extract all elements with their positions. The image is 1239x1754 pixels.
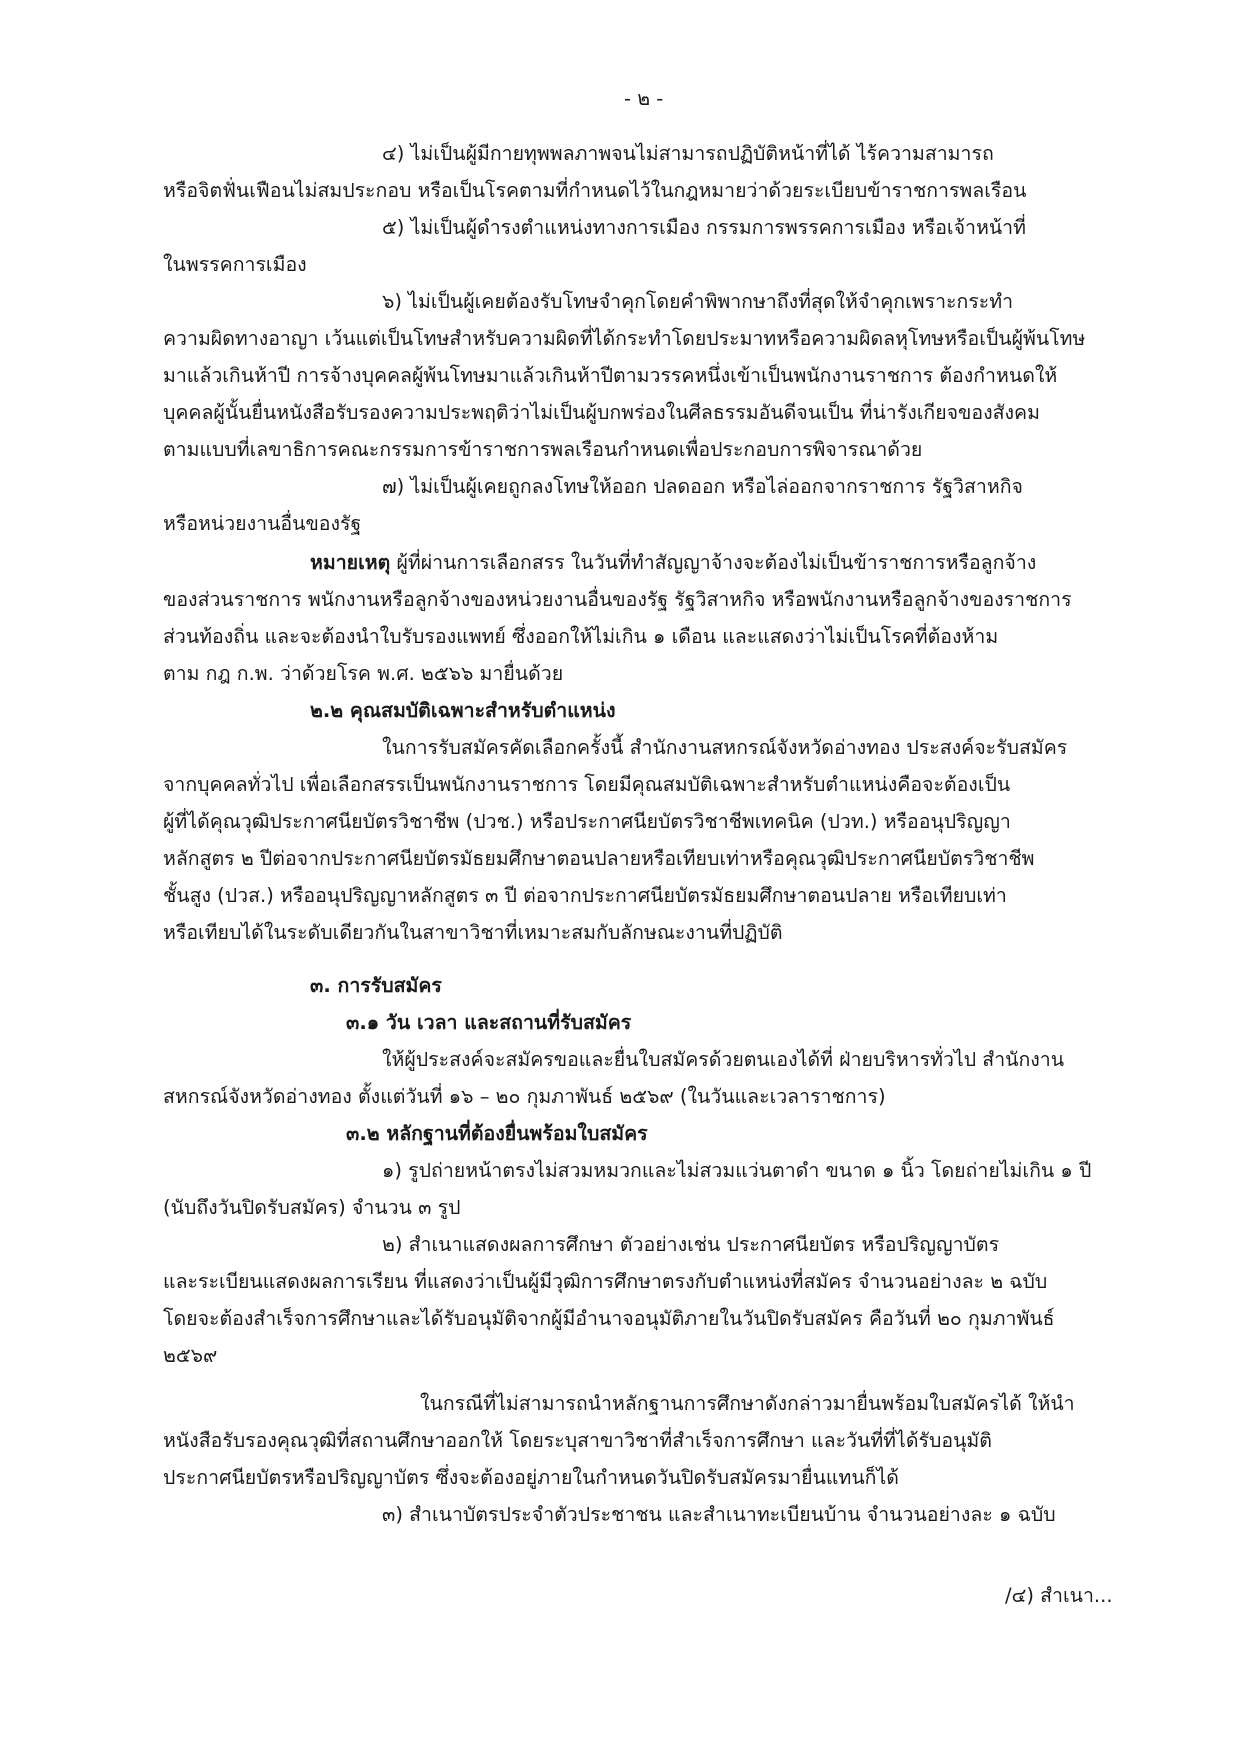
qualification-6-line-4: บุคคลผู้นั้นยื่นหนังสือรับรองความประพฤติว่าไม่เป็นผู้บกพร่องในศีลธรรมอันดีจนเป็น ที่น่ารังเกียจของสังคม xyxy=(163,401,1040,424)
section-3-1-line-1: ให้ผู้ประสงค์จะสมัครขอและยื่นใบสมัครด้วยตนเองได้ที่ ฝ่ายบริหารทั่วไป สำนักงาน xyxy=(382,1048,1065,1071)
document-1-line-1: ๑) รูปถ่ายหน้าตรงไม่สวมหมวกและไม่สวมแว่นตาดำ ขนาด ๑ นิ้ว โดยถ่ายไม่เกิน ๑ ปี xyxy=(382,1159,1092,1182)
section-2-2-line-4: หลักสูตร ๒ ปีต่อจากประกาศนียบัตรมัธยมศึกษาตอนปลายหรือเทียบเท่าหรือคุณวุฒิประกาศนียบัตรวิชาชีพ xyxy=(163,847,1035,870)
note-text: ผู้ที่ผ่านการเลือกสรร ในวันที่ทำสัญญาจ้างจะต้องไม่เป็นข้าราชการหรือลูกจ้าง xyxy=(390,551,1037,574)
qualification-5-line-2: ในพรรคการเมือง xyxy=(163,253,307,276)
qualification-6-line-1: ๖) ไม่เป็นผู้เคยต้องรับโทษจำคุกโดยคำพิพากษาถึงที่สุดให้จำคุกเพราะกระทำ xyxy=(382,290,1014,313)
document-2-note-line-3: ประกาศนียบัตรหรือปริญญาบัตร ซึ่งจะต้องอยู่ภายในกำหนดวันปิดรับสมัครมายื่นแทนก็ได้ xyxy=(163,1466,899,1489)
document-2-line-1: ๒) สำเนาแสดงผลการศึกษา ตัวอย่างเช่น ประกาศนียบัตร หรือปริญญาบัตร xyxy=(382,1233,1000,1256)
section-2-2-line-6: หรือเทียบได้ในระดับเดียวกันในสาขาวิชาที่เหมาะสมกับลักษณะงานที่ปฏิบัติ xyxy=(163,921,783,944)
document-2-note-line-2: หนังสือรับรองคุณวุฒิที่สถานศึกษาออกให้ โดยระบุสาขาวิชาที่สำเร็จการศึกษา และวันที่ที่ได้รับอนุมัติ xyxy=(163,1429,992,1452)
qualification-7-line-1: ๗) ไม่เป็นผู้เคยถูกลงโทษให้ออก ปลดออก หรือไล่ออกจากราชการ รัฐวิสาหกิจ xyxy=(382,475,1023,498)
qualification-6-line-3: มาแล้วเกินห้าปี การจ้างบุคคลผู้พ้นโทษมาแล้วเกินห้าปีตามวรรคหนึ่งเข้าเป็นพนักงานราชการ ต้องกำหนดให้ xyxy=(163,364,1058,387)
qualification-7-line-2: หรือหน่วยงานอื่นของรัฐ xyxy=(163,512,362,535)
section-2-2-line-5: ชั้นสูง (ปวส.) หรืออนุปริญญาหลักสูตร ๓ ปี ต่อจากประกาศนียบัตรมัธยมศึกษาตอนปลาย หรือเทียบเท่า xyxy=(163,884,1007,907)
section-2-2-line-2: จากบุคคลทั่วไป เพื่อเลือกสรรเป็นพนักงานราชการ โดยมีคุณสมบัติเฉพาะสำหรับตำแหน่งคือจะต้องเป็น xyxy=(163,773,1011,796)
section-3-1-line-2: สหกรณ์จังหวัดอ่างทอง ตั้งแต่วันที่ ๑๖ – ๒๐ กุมภาพันธ์ ๒๕๖๙ (ในวันและเวลาราชการ) xyxy=(163,1085,886,1108)
section-3-heading: ๓. การรับสมัคร xyxy=(310,974,442,997)
document-3-line-1: ๓) สำเนาบัตรประจำตัวประชาชน และสำเนาทะเบียนบ้าน จำนวนอย่างละ ๑ ฉบับ xyxy=(382,1503,1056,1526)
qualification-6-line-5: ตามแบบที่เลขาธิการคณะกรรมการข้าราชการพลเรือนกำหนดเพื่อประกอบการพิจารณาด้วย xyxy=(163,438,923,461)
document-2-note-line-1: ในกรณีที่ไม่สามารถนำหลักฐานการศึกษาดังกล่าวมายื่นพร้อมใบสมัครได้ ให้นำ xyxy=(420,1392,1075,1415)
document-2-line-4: ๒๕๖๙ xyxy=(163,1344,218,1367)
section-2-2-line-1: ในการรับสมัครคัดเลือกครั้งนี้ สำนักงานสหกรณ์จังหวัดอ่างทอง ประสงค์จะรับสมัคร xyxy=(382,736,1068,759)
qualification-5-line-1: ๕) ไม่เป็นผู้ดำรงตำแหน่งทางการเมือง กรรมการพรรคการเมือง หรือเจ้าหน้าที่ xyxy=(382,216,1026,239)
note-line-3: ส่วนท้องถิ่น และจะต้องนำใบรับรองแพทย์ ซึ่งออกให้ไม่เกิน ๑ เดือน และแสดงว่าไม่เป็นโรคที่ต้องห้าม xyxy=(163,625,999,648)
section-2-2-heading: ๒.๒ คุณสมบัติเฉพาะสำหรับตำแหน่ง xyxy=(310,699,616,722)
qualification-4-line-2: หรือจิตฟั่นเฟือนไม่สมประกอบ หรือเป็นโรคตามที่กำหนดไว้ในกฎหมายว่าด้วยระเบียบข้าราชการพลเรือน xyxy=(163,179,1027,202)
document-1-line-2: (นับถึงวันปิดรับสมัคร) จำนวน ๓ รูป xyxy=(163,1196,461,1219)
note-line-2: ของส่วนราชการ พนักงานหรือลูกจ้างของหน่วยงานอื่นของรัฐ รัฐวิสาหกิจ หรือพนักงานหรือลูกจ้างของราชการ xyxy=(163,588,1072,611)
document-2-line-3: โดยจะต้องสำเร็จการศึกษาและได้รับอนุมัติจากผู้มีอำนาจอนุมัติภายในวันปิดรับสมัคร คือวันที่ ๒๐ กุมภาพันธ์ xyxy=(163,1307,1055,1330)
note-line-4: ตาม กฎ ก.พ. ว่าด้วยโรค พ.ศ. ๒๕๖๖ มายื่นด้วย xyxy=(163,662,564,685)
document-2-line-2: และระเบียนแสดงผลการเรียน ที่แสดงว่าเป็นผู้มีวุฒิการศึกษาตรงกับตำแหน่งที่สมัคร จำนวนอย่างละ ๒ ฉบับ xyxy=(163,1270,1048,1293)
section-3-1-heading: ๓.๑ วัน เวลา และสถานที่รับสมัคร xyxy=(346,1011,632,1034)
section-3-2-heading: ๓.๒ หลักฐานที่ต้องยื่นพร้อมใบสมัคร xyxy=(346,1122,648,1145)
section-2-2-line-3: ผู้ที่ได้คุณวุฒิประกาศนียบัตรวิชาชีพ (ปวช.) หรือประกาศนียบัตรวิชาชีพเทคนิค (ปวท.) หรืออนุปริญญา xyxy=(163,810,1011,833)
page-number: - ๒ - xyxy=(624,87,664,110)
note-label: หมายเหตุ xyxy=(310,551,391,574)
qualification-4-line-1: ๔) ไม่เป็นผู้มีกายทุพพลภาพจนไม่สามารถปฏิบัติหน้าที่ได้ ไร้ความสามารถ xyxy=(382,142,994,165)
note-line-1 xyxy=(310,550,1036,576)
qualification-6-line-2: ความผิดทางอาญา เว้นแต่เป็นโทษสำหรับความผิดที่ได้กระทำโดยประมาทหรือความผิดลหุโทษหรือเป็นผู้พ้นโทษ xyxy=(163,327,1086,350)
continuation-marker: /๔) สำเนา... xyxy=(1005,1584,1113,1607)
